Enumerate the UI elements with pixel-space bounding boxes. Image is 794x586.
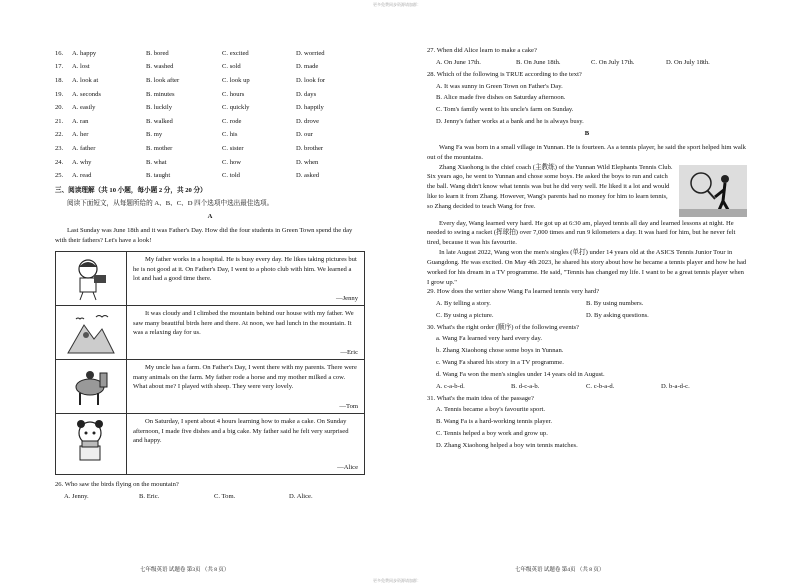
question-29-options-row1	[427, 300, 747, 312]
letter-tom-signature: —Tom	[339, 403, 358, 411]
question-number: 17.	[55, 63, 64, 71]
q26-option-a[interactable]: A. Jenny.	[64, 493, 89, 501]
passage-b-p4: In late August 2022, Wang won the men's singles (单打) under 14 years old at the ASICS Tennis Junior Tour in Guangdong. He was excited. On May 4th 2023, he shared his story about how he became a tennis player and how he had worked for his dream in a TV programme. He said, "Tennis has changed my life. I want to be a great tennis player when I grow up."	[427, 249, 747, 286]
cloze-option[interactable]: C. told	[222, 172, 240, 180]
q30-event-d: d. Wang Fa won the men's singles under 14 years old in August.	[436, 370, 605, 378]
cloze-row	[55, 129, 365, 143]
passage-a-label: A	[207, 212, 213, 220]
question-26-options	[55, 493, 365, 505]
cloze-row	[55, 88, 365, 102]
question-26: 26. Who saw the birds flying on the mountain?	[55, 481, 179, 489]
cloze-option[interactable]: B. minutes	[146, 90, 175, 98]
q30-option-b[interactable]: B. d-c-a-b.	[511, 382, 540, 390]
passage-b-p3: Every day, Wang learned very hard. He got up at 6:30 am, played tennis all day and learned lessons at night. He needed to swing a racket (挥球拍) over 7,000 times and run 9 kilometers a day. It was hard for him, but he never felt tired, because it was his favourite.	[427, 219, 736, 247]
question-number: 18.	[55, 77, 64, 85]
cloze-option[interactable]: D. asked	[296, 172, 320, 180]
cloze-option[interactable]: B. washed	[146, 63, 174, 71]
q26-option-b[interactable]: B. Eric.	[139, 493, 160, 501]
question-30: 30. What's the right order (顺序) of the following events?	[427, 323, 579, 331]
cloze-option[interactable]: D. brother	[296, 145, 324, 152]
cloze-option[interactable]: D. our	[296, 131, 313, 139]
cloze-option[interactable]: B. walked	[146, 117, 173, 125]
q29-option-a[interactable]: A. By telling a story.	[436, 299, 491, 307]
question-number: 16.	[55, 49, 64, 57]
cloze-option[interactable]: C. hours	[222, 90, 245, 98]
q28-option-d[interactable]: D. Jenny's father works at a bank and he is always busy.	[436, 117, 584, 125]
q28-option-b[interactable]: B. Alice made five dishes on Saturday afternoon.	[436, 94, 566, 102]
q26-option-d[interactable]: D. Alice.	[289, 493, 313, 501]
cloze-option[interactable]: A. easily	[72, 104, 96, 112]
left-page-number: 七年级英语 试题卷 第3页 （共 8 页）	[140, 567, 230, 573]
letter-jenny-signature: —Jenny	[336, 295, 358, 303]
farm-horse-illustration	[56, 360, 127, 413]
question-28: 28. Which of the following is TRUE according to the text?	[427, 70, 582, 78]
cloze-option[interactable]: D. drove	[296, 117, 320, 125]
cloze-option[interactable]: D. made	[296, 63, 319, 71]
question-number: 25.	[55, 172, 64, 180]
question-27: 27. When did Alice learn to make a cake?	[427, 47, 537, 54]
question-30-options	[427, 383, 747, 395]
passage-b-p2: Zhang Xiaohong is the chief coach (主教练) of the Yunnan Wild Elephants Tennis Club. Six years ago, he went to Yunnan and chose some boys. He asked the boys to run and catch the ball. Wang didn't know what tennis was but he did very well. He liked it a lot and would like to learn it from Zhang. However, Wang's parents had no money for him to learn tennis, so Zhang decided to teach Wang for free.	[427, 163, 673, 211]
letter-alice	[56, 414, 364, 474]
q28-option-c[interactable]: C. Tom's family went to his uncle's farm on Sunday.	[436, 106, 574, 114]
cloze-option[interactable]: A. her	[72, 131, 89, 139]
cloze-option[interactable]: C. look up	[222, 77, 250, 85]
footer-note: 更多免费同步资源请加群：	[373, 578, 421, 583]
tennis-player-photo	[679, 165, 747, 217]
cloze-option[interactable]: A. ran	[72, 117, 89, 125]
q30-option-a[interactable]: A. c-a-b-d.	[436, 382, 465, 390]
cloze-row	[55, 47, 365, 61]
cloze-row	[55, 156, 365, 170]
q28-option-a[interactable]: A. It was sunny in Green Town on Father's Day.	[436, 82, 563, 90]
header-note: 更多免费同步资源请加群：	[373, 2, 421, 7]
question-number: 19.	[55, 90, 64, 98]
question-31: 31. What's the main idea of the passage?	[427, 394, 534, 402]
cloze-row	[55, 169, 365, 183]
cloze-row	[55, 142, 365, 156]
q27-option-d[interactable]: D. On July 18th.	[666, 58, 710, 66]
mountain-birds-illustration	[56, 306, 127, 359]
cloze-option[interactable]: D. days	[296, 90, 317, 98]
q27-option-b[interactable]: B. On June 18th.	[516, 58, 561, 66]
letter-eric-signature: —Eric	[340, 349, 358, 357]
letter-jenny-text: My father works in a hospital. He is busy every day. He likes taking pictures but he is not good at it. On Father's Day, I went to a photo club with him. We learned a lot and had a good time there.	[133, 256, 357, 283]
girl-cake-illustration	[56, 414, 127, 474]
q27-option-c[interactable]: C. On July 17th.	[591, 58, 635, 66]
cloze-option[interactable]: C. sold	[222, 63, 241, 71]
cloze-option[interactable]: D. happily	[296, 104, 324, 112]
cloze-option[interactable]: B. bored	[146, 49, 169, 57]
q29-option-b[interactable]: B. By using numbers.	[586, 299, 644, 307]
question-number: 21.	[55, 117, 64, 125]
cloze-option[interactable]: A. look at	[72, 77, 99, 85]
cloze-row	[55, 101, 365, 115]
q30-event-c: c. Wang Fa shared his story in a TV programme.	[436, 358, 564, 366]
q29-option-d[interactable]: D. By asking questions.	[586, 311, 649, 319]
cloze-options	[55, 47, 365, 183]
q26-option-c[interactable]: C. Tom.	[214, 493, 236, 501]
question-number: 22.	[55, 131, 64, 139]
cloze-option[interactable]: A. read	[72, 172, 92, 180]
q31-option-b[interactable]: B. Wang Fa is a hard-working tennis player.	[436, 418, 552, 426]
cloze-option[interactable]: A. seconds	[72, 90, 101, 98]
cloze-option[interactable]: C. how	[222, 158, 242, 166]
q30-option-c[interactable]: C. c-b-a-d.	[586, 382, 615, 390]
q31-option-d[interactable]: D. Zhang Xiaohong helped a boy win tennis matches.	[436, 441, 578, 449]
question-27-options	[427, 59, 747, 71]
cloze-option[interactable]: B. luckily	[146, 104, 173, 112]
letter-jenny	[56, 252, 364, 306]
cloze-row	[55, 115, 365, 129]
cloze-row	[55, 61, 365, 75]
section-title: 三、阅读理解（共 10 小题，每小题 2 分，共 20 分）	[55, 186, 207, 194]
cloze-row	[55, 74, 365, 88]
question-number: 24.	[55, 158, 64, 166]
question-29: 29. How does the writer show Wang Fa learned tennis very hard?	[427, 287, 600, 295]
cloze-option[interactable]: C. his	[222, 131, 238, 139]
cloze-option[interactable]: A. why	[72, 158, 92, 166]
q27-option-a[interactable]: A. On June 17th.	[436, 58, 481, 66]
letter-tom	[56, 360, 364, 414]
right-page	[427, 47, 747, 454]
cloze-option[interactable]: A. father	[72, 145, 96, 152]
left-page	[55, 47, 365, 505]
cloze-option[interactable]: D. when	[296, 158, 319, 166]
cloze-option[interactable]: A. happy	[72, 49, 97, 57]
letter-alice-text: On Saturday, I spent about 4 hours learning how to make a cake. On Sunday afternoon, I made five dishes and a big cake. My father said he felt very surprised and happy.	[133, 418, 349, 445]
question-number: 20.	[55, 104, 64, 112]
cloze-option[interactable]: B. taught	[146, 172, 171, 180]
cloze-option[interactable]: A. lost	[72, 63, 90, 71]
cloze-option[interactable]: C. excited	[222, 49, 249, 57]
question-29-options-row2	[427, 312, 747, 324]
right-page-number: 七年级英语 试题卷 第4页 （共 8 页）	[515, 567, 605, 573]
q31-option-c[interactable]: C. Tennis helped a boy work and grow up.	[436, 429, 548, 437]
question-number: 23.	[55, 145, 64, 152]
passage-b-p1: Wang Fa was born in a small village in Yunnan. He is fourteen. As a tennis player, he said the sport helped him walk out of the mountains.	[427, 143, 746, 161]
passage-a-intro: Last Sunday was June 18th and it was Father's Day. How did the four students in Green Town spend the day with their fathers? Let's have a look!	[55, 226, 353, 245]
cloze-option[interactable]: D. look for	[296, 77, 326, 85]
q29-option-c[interactable]: C. By using a picture.	[436, 311, 494, 319]
instruction: 阅读下面短文，从每题所给的 A、B、C、D 四个选项中选出最佳选项。	[67, 199, 274, 207]
cloze-option[interactable]: D. worried	[296, 49, 325, 57]
cloze-option[interactable]: B. my	[146, 131, 163, 139]
cloze-option[interactable]: C. quickly	[222, 104, 250, 112]
q30-option-d[interactable]: D. b-a-d-c.	[661, 382, 690, 390]
girl-camera-illustration	[56, 252, 127, 305]
cloze-option[interactable]: B. look after	[146, 77, 180, 85]
cloze-option[interactable]: B. what	[146, 158, 167, 166]
q30-event-b: b. Zhang Xiaohong chose some boys in Yunnan.	[436, 347, 564, 355]
passage-b-p2-wrap	[427, 163, 747, 212]
cloze-option[interactable]: B. mother	[146, 145, 173, 152]
letter-alice-signature: —Alice	[337, 464, 358, 472]
cloze-option[interactable]: C. sister	[222, 145, 244, 152]
q31-option-a[interactable]: A. Tennis became a boy's favourite sport.	[436, 406, 546, 414]
passage-b-label: B	[584, 129, 590, 137]
q30-event-a: a. Wang Fa learned very hard every day.	[436, 335, 543, 343]
letter-eric	[56, 306, 364, 360]
cloze-option[interactable]: C. rode	[222, 117, 242, 125]
letter-tom-text: My uncle has a farm. On Father's Day, I went there with my parents. There were many animals on the farm. My father rode a horse and my mother milked a cow. What about me? I played with sheep. They were very lovely.	[133, 364, 357, 391]
letter-eric-text: It was cloudy and I climbed the mountain behind our house with my father. We saw many beautiful birds here and there. At noon, we had lunch in the mountain. It was a relaxing day for us.	[133, 310, 354, 337]
letters-table	[55, 251, 365, 475]
